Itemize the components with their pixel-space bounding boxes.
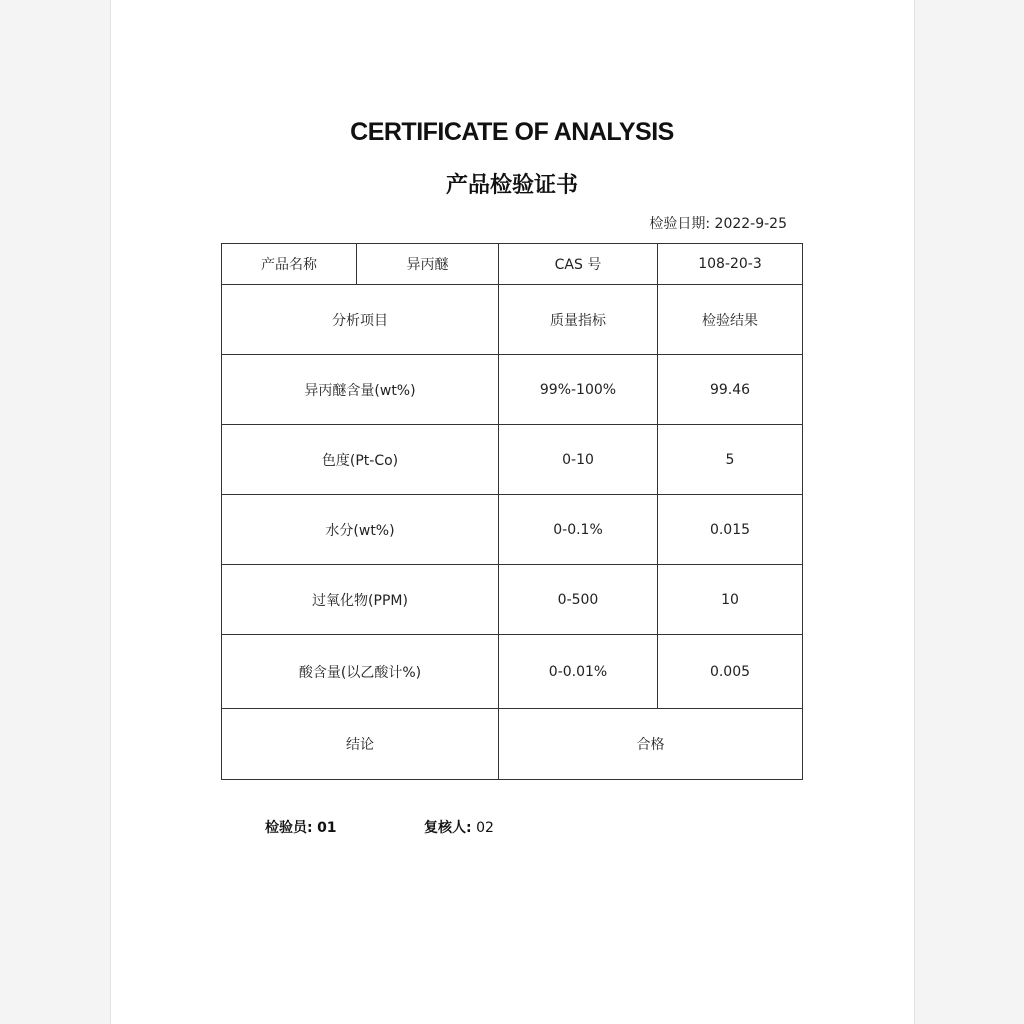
reviewer-value: 02	[476, 820, 494, 836]
item-name: 异丙醚含量(wt%)	[222, 355, 499, 425]
item-name: 色度(Pt-Co)	[222, 425, 499, 495]
column-header-result: 检验结果	[658, 285, 803, 355]
column-header-row	[222, 285, 803, 355]
inspector-label: 检验员:	[265, 820, 313, 836]
item-name: 水分(wt%)	[222, 495, 499, 565]
title-chinese: 产品检验证书	[445, 173, 578, 198]
table-row	[222, 635, 803, 709]
product-name-label: 产品名称	[222, 244, 357, 285]
inspector-signature	[265, 817, 337, 837]
column-header-item: 分析项目	[222, 285, 499, 355]
reviewer-label: 复核人:	[424, 820, 472, 836]
inspector-value: 01	[317, 820, 337, 836]
item-spec: 0-0.01%	[499, 635, 658, 709]
item-result: 99.46	[658, 355, 803, 425]
title-english: CERTIFICATE OF ANALYSIS	[350, 118, 674, 146]
cas-value: 108-20-3	[658, 244, 803, 285]
item-spec: 0-500	[499, 565, 658, 635]
item-spec: 99%-100%	[499, 355, 658, 425]
item-result: 0.015	[658, 495, 803, 565]
item-spec: 0-10	[499, 425, 658, 495]
conclusion-value: 合格	[499, 709, 803, 780]
cas-label: CAS 号	[499, 244, 658, 285]
inspection-date	[649, 213, 787, 233]
item-spec: 0-0.1%	[499, 495, 658, 565]
column-header-spec: 质量指标	[499, 285, 658, 355]
item-result: 0.005	[658, 635, 803, 709]
table-row	[222, 355, 803, 425]
product-name-value: 异丙醚	[357, 244, 499, 285]
date-value: 2022-9-25	[714, 216, 787, 232]
table-row	[222, 495, 803, 565]
item-name: 过氧化物(PPM)	[222, 565, 499, 635]
item-name: 酸含量(以乙酸计%)	[222, 635, 499, 709]
date-label: 检验日期:	[649, 216, 711, 232]
item-result: 10	[658, 565, 803, 635]
conclusion-row	[222, 709, 803, 780]
conclusion-label: 结论	[222, 709, 499, 780]
analysis-table	[221, 243, 803, 780]
table-row	[222, 565, 803, 635]
product-row	[222, 244, 803, 285]
table-row	[222, 425, 803, 495]
item-result: 5	[658, 425, 803, 495]
reviewer-signature	[424, 817, 494, 837]
